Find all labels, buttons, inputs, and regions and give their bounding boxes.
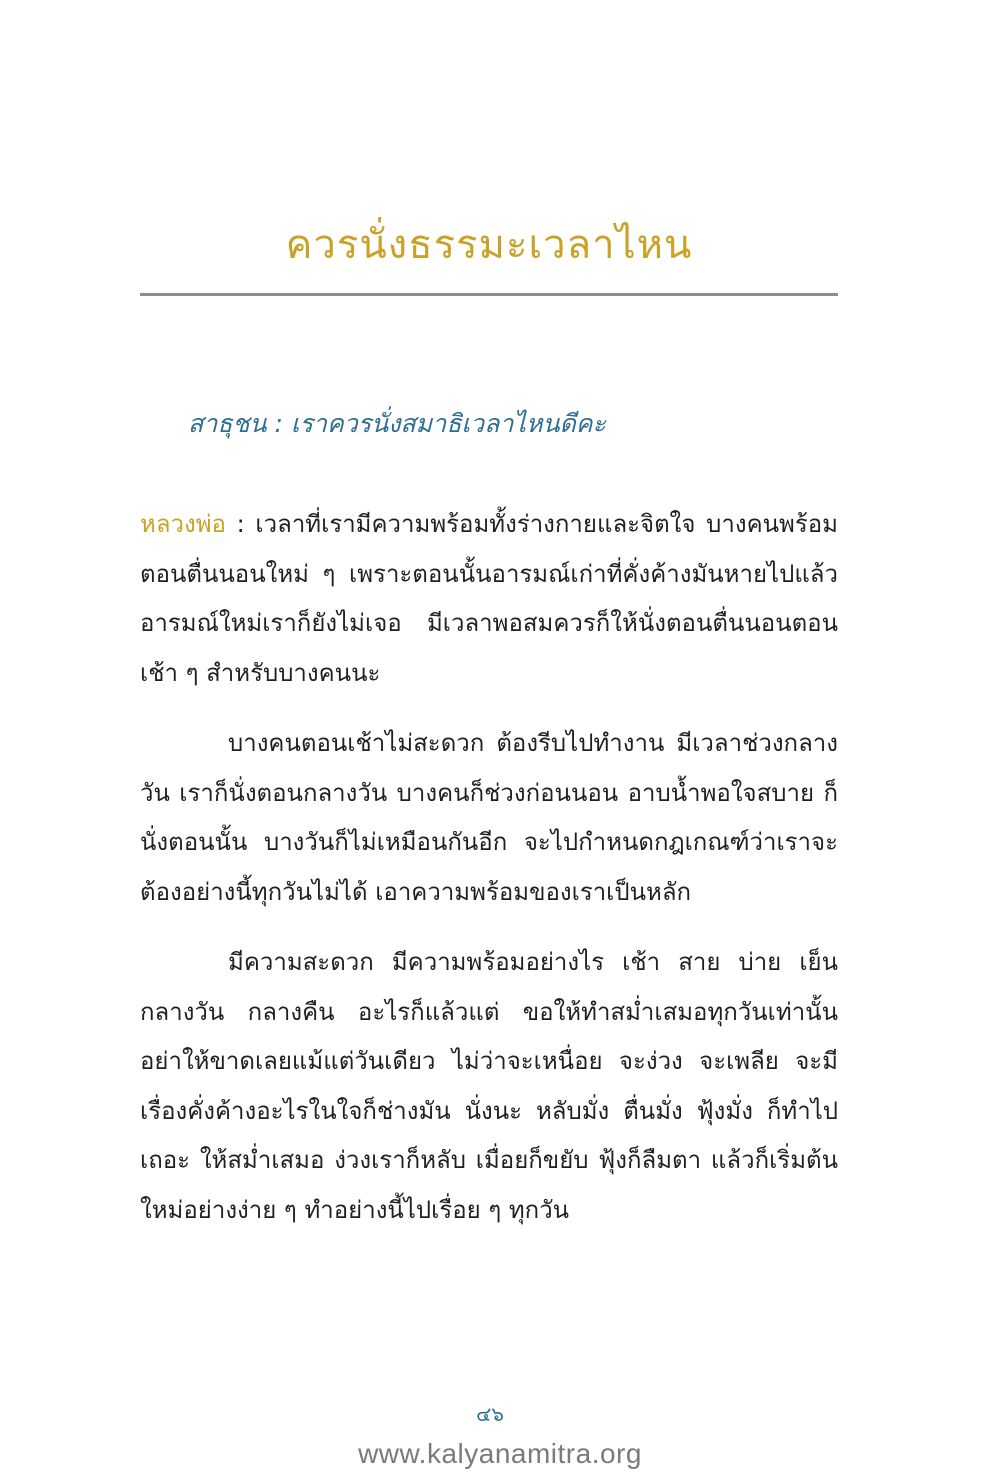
footer-url: www.kalyanamitra.org: [358, 1438, 642, 1469]
answer-paragraph-1-text: : เวลาที่เรามีความพร้อมทั้งร่างกายและจิตใจ บางคนพร้อมตอนตื่นนอนใหม่ ๆ เพราะตอนนั้นอารมณ์เก่าที่คั่งค้างมันหายไปแล้ว อารมณ์ใหม่เราก็ยังไม่เจอ มีเวลาพอสมควรก็ให้นั่งตอนตื่นนอนตอนเช้า ๆ สำหรับบางคนนะ: [140, 510, 838, 687]
chapter-title: ควรนั่งธรรมะเวลาไหน: [285, 222, 693, 268]
answer-paragraph-2: บางคนตอนเช้าไม่สะดวก ต้องรีบไปทำงาน มีเวลาช่วงกลางวัน เราก็นั่งตอนกลางวัน บางคนก็ช่วงก่อนนอน อาบน้ำพอใจสบาย ก็นั่งตอนนั้น บางวันก็ไม่เหมือนกันอีก จะไปกำหนดกฎเกณฑ์ว่าเราจะต้องอย่างนี้ทุกวันไม่ได้ เอาความพร้อมของเราเป็นหลัก: [140, 729, 838, 906]
page-number: ๔๖: [476, 1402, 504, 1426]
question-text: สาธุชน : เราควรนั่งสมาธิเวลาไหนดีคะ: [188, 409, 606, 438]
answer-paragraph-1: [140, 500, 838, 698]
speaker-label: หลวงพ่อ: [140, 510, 226, 538]
answer-paragraph-3: มีความสะดวก มีความพร้อมอย่างไร เช้า สาย บ่าย เย็น กลางวัน กลางคืน อะไรก็แล้วแต่ ขอให้ทำสม่ำเสมอทุกวันเท่านั้น อย่าให้ขาดเลยแม้แต่วันเดียว ไม่ว่าจะเหนื่อย จะง่วง จะเพลีย จะมีเรื่องคั่งค้างอะไรในใจก็ช่างมัน นั่งนะ หลับมั่ง ตื่นมั่ง ฟุ้งมั่ง ก็ทำไปเถอะ ให้สม่ำเสมอ ง่วงเราก็หลับ เมื่อยก็ขยับ ฟุ้งก็ลืมตา แล้วก็เริ่มต้นใหม่อย่างง่าย ๆ ทำอย่างนี้ไปเรื่อย ๆ ทุกวัน: [140, 948, 838, 1224]
title-divider: [140, 293, 838, 296]
answer-block: [140, 500, 838, 1235]
